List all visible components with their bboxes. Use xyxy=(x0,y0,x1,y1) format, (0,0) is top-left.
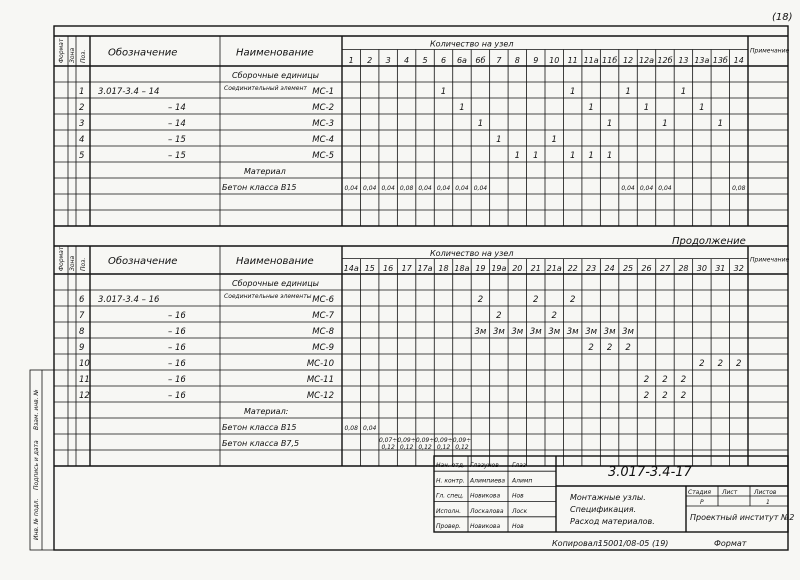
material-quantity-cell: 0,04 xyxy=(621,185,635,192)
node-column-label: 18 xyxy=(438,264,449,273)
material-quantity-cell: 0,09÷ xyxy=(434,437,453,444)
node-column-label: 19 xyxy=(475,264,486,273)
quantity-cell: 2 xyxy=(699,359,705,369)
quantity-cell: 2 xyxy=(533,295,539,305)
name-cell: МС-2 xyxy=(312,103,334,113)
quantity-cell: 1 xyxy=(569,87,576,97)
designation-cell: – 16 xyxy=(168,327,186,337)
material-quantity-cell: 0,04 xyxy=(658,185,672,192)
signer-name: Алимпиева xyxy=(470,477,506,485)
quantity-cell: 1 xyxy=(496,135,502,145)
title-line: Расход материалов. xyxy=(570,517,655,526)
section-assemblies: Сборочные единицы xyxy=(232,279,319,288)
material-quantity-cell: 0,12 xyxy=(436,444,451,451)
material-quantity-cell: 0,04 xyxy=(363,425,377,432)
signer-name: Новикова xyxy=(470,492,501,500)
name-cell: МС-12 xyxy=(306,391,334,401)
name-cell: МС-8 xyxy=(312,327,334,337)
node-column-label: 14а xyxy=(343,264,359,273)
copy-value: 15001/08-05 xyxy=(598,539,650,548)
name-subtitle: Соединительный элемент xyxy=(224,85,307,92)
node-column-label: 12а xyxy=(638,56,655,65)
node-column-label: 9 xyxy=(533,56,539,65)
copy-circled-number: (19) xyxy=(652,539,669,548)
node-column-label: 11 xyxy=(567,56,578,65)
material-name: Бетон класса В7,5 xyxy=(222,439,300,448)
node-column-label: 6а xyxy=(456,56,467,65)
section-material: Материал: xyxy=(244,407,289,416)
node-column-label: 15 xyxy=(364,264,375,273)
node-column-label: 11а xyxy=(583,56,599,65)
name-cell: МС-4 xyxy=(312,135,334,145)
side-strip-label-2: Подпись и дата xyxy=(33,440,40,490)
signer-name: Лоскалова xyxy=(470,507,504,515)
node-column-label: 12 xyxy=(622,56,634,65)
name-cell: МС-6 xyxy=(312,295,334,305)
quantity-cell: 3м xyxy=(492,327,505,337)
designation-header: Обозначение xyxy=(108,256,178,268)
signer-role: Исполн. xyxy=(436,507,462,515)
node-column-label: 27 xyxy=(659,264,671,273)
quantity-cell: 2 xyxy=(643,391,650,401)
position-number: 11 xyxy=(79,375,90,385)
quantity-cell: 2 xyxy=(680,391,687,401)
quantity-cell: 1 xyxy=(588,103,594,113)
node-column-label: 7 xyxy=(496,56,502,65)
left-header-label: Поз. xyxy=(80,257,87,271)
sheets-label: Листов xyxy=(754,489,777,496)
name-header: Наименование xyxy=(236,47,314,59)
node-column-label: 11б xyxy=(602,56,618,65)
quantity-cell: 1 xyxy=(643,103,650,113)
quantity-cell: 1 xyxy=(459,103,465,113)
note-header: Примечание xyxy=(750,47,790,55)
quantity-cell: 3м xyxy=(603,327,616,337)
material-quantity-cell: 0,08 xyxy=(399,185,414,192)
spec-table-2 xyxy=(54,246,789,466)
organization: Проектный институт №2 xyxy=(690,513,795,522)
quantity-cell: 2 xyxy=(606,343,613,353)
sheet-label: Лист xyxy=(722,489,738,496)
node-column-label: 17 xyxy=(401,264,412,273)
material-quantity-cell: 0,04 xyxy=(418,185,432,192)
quantity-cell: 1 xyxy=(606,151,613,161)
node-column-label: 13а xyxy=(694,56,710,65)
signer-signature: Алимп xyxy=(512,477,533,485)
position-number: 5 xyxy=(79,151,85,161)
node-column-label: 19а xyxy=(491,264,507,273)
node-column-label: 31 xyxy=(715,264,726,273)
quantity-cell: 1 xyxy=(477,119,484,129)
quantity-cell: 1 xyxy=(533,151,539,161)
node-column-label: 12б xyxy=(657,56,673,65)
node-column-label: 4 xyxy=(404,56,410,65)
quantity-cell: 1 xyxy=(625,87,631,97)
quantity-cell: 2 xyxy=(496,311,502,321)
title-line: Спецификация. xyxy=(570,505,637,514)
node-column-label: 3 xyxy=(385,56,391,65)
node-column-label: 1 xyxy=(348,56,354,65)
quantity-cell: 2 xyxy=(717,359,724,369)
left-header-label: Формат xyxy=(58,38,65,63)
section-material: Материал xyxy=(244,167,286,176)
quantity-header: Количество на узел xyxy=(430,248,514,258)
node-column-label: 22 xyxy=(567,264,578,273)
node-column-label: 16 xyxy=(383,264,394,273)
signer-role: Провер. xyxy=(436,523,461,530)
material-quantity-cell: 0,04 xyxy=(639,185,654,192)
quantity-cell: 1 xyxy=(606,119,613,129)
name-subtitle: Соединительные элементы xyxy=(224,293,312,300)
quantity-cell: 1 xyxy=(588,151,594,161)
designation-cell: 3.017-3.4 – 14 xyxy=(98,87,160,97)
name-cell: МС-5 xyxy=(312,151,334,161)
material-quantity-cell: 0,09÷ xyxy=(397,437,416,444)
material-quantity-cell: 0,08 xyxy=(344,425,358,432)
quantity-cell: 2 xyxy=(736,359,742,369)
material-quantity-cell: 0,04 xyxy=(436,185,451,192)
node-column-label: 18а xyxy=(454,264,470,273)
quantity-cell: 1 xyxy=(717,119,724,129)
name-cell: МС-9 xyxy=(312,343,334,353)
section-assemblies: Сборочные единицы xyxy=(232,71,319,80)
stage-value: Р xyxy=(700,499,704,506)
material-quantity-cell: 0,04 xyxy=(381,185,395,192)
quantity-cell: 3м xyxy=(585,327,598,337)
stage-label: Стадия xyxy=(688,489,712,496)
material-quantity-cell: 0,04 xyxy=(473,185,488,192)
page-number: (18) xyxy=(772,12,793,23)
quantity-cell: 1 xyxy=(551,135,557,145)
position-number: 6 xyxy=(79,295,85,305)
note-header: Примечание xyxy=(750,256,790,264)
position-number: 9 xyxy=(79,343,85,353)
material-quantity-cell: 0,12 xyxy=(455,444,469,451)
node-column-label: 25 xyxy=(622,264,634,273)
left-header-label: Зона xyxy=(69,47,76,63)
designation-cell: – 15 xyxy=(168,135,186,145)
node-column-label: 28 xyxy=(678,264,689,273)
material-name: Бетон класса В15 xyxy=(222,423,297,432)
name-cell: МС-11 xyxy=(306,375,334,385)
material-quantity-cell: 0,04 xyxy=(344,185,358,192)
material-name: Бетон класса В15 xyxy=(222,183,297,192)
quantity-cell: 1 xyxy=(514,151,521,161)
signer-signature: Глаз xyxy=(512,462,527,470)
material-quantity-cell: 0,04 xyxy=(455,185,469,192)
quantity-cell: 1 xyxy=(680,87,687,97)
position-number: 10 xyxy=(79,359,90,369)
quantity-cell: 2 xyxy=(588,343,594,353)
signer-signature: Нов xyxy=(512,523,524,530)
designation-cell: – 16 xyxy=(168,375,186,385)
position-number: 7 xyxy=(79,311,85,321)
position-number: 4 xyxy=(79,135,85,145)
designation-cell: – 15 xyxy=(168,151,186,161)
node-column-label: 2 xyxy=(367,56,373,65)
signer-name: Глазунов xyxy=(470,462,499,470)
signer-role: Гл. спец. xyxy=(436,492,464,500)
designation-cell: – 16 xyxy=(168,311,186,321)
designation-cell: – 14 xyxy=(168,119,186,129)
node-column-label: 30 xyxy=(696,264,707,273)
designation-cell: – 16 xyxy=(168,343,186,353)
signer-signature: Лоск xyxy=(512,507,528,515)
quantity-cell: 1 xyxy=(699,103,705,113)
designation-cell: – 14 xyxy=(168,103,186,113)
material-quantity-cell: 0,04 xyxy=(363,185,377,192)
designation-cell: – 16 xyxy=(168,359,186,369)
position-number: 3 xyxy=(79,119,85,129)
node-column-label: 6б xyxy=(475,56,486,65)
position-number: 12 xyxy=(79,391,90,401)
node-column-label: 8 xyxy=(514,56,520,65)
signer-role: Н. контр. xyxy=(436,477,465,485)
doc-number: 3.017-3.4-17 xyxy=(608,465,692,480)
side-strip-label-1: Инв. № подл. xyxy=(33,498,40,540)
position-number: 8 xyxy=(79,327,85,337)
node-column-label: 26 xyxy=(641,264,652,273)
quantity-cell: 3м xyxy=(511,327,524,337)
quantity-header: Количество на узел xyxy=(430,39,514,49)
quantity-cell: 2 xyxy=(551,311,557,321)
node-column-label: 32 xyxy=(733,264,744,273)
material-quantity-cell: 0,09÷ xyxy=(452,437,472,444)
quantity-cell: 3м xyxy=(622,327,634,337)
material-quantity-cell: 0,12 xyxy=(381,444,395,451)
node-column-label: 20 xyxy=(512,264,523,273)
quantity-cell: 1 xyxy=(440,87,447,97)
title-line: Монтажные узлы. xyxy=(570,493,646,502)
node-column-label: 13б xyxy=(712,56,728,65)
node-column-label: 24 xyxy=(604,264,615,273)
quantity-cell: 3м xyxy=(474,327,487,337)
node-column-label: 23 xyxy=(586,264,597,273)
node-column-label: 13 xyxy=(678,56,689,65)
name-cell: МС-1 xyxy=(312,87,334,97)
node-column-label: 14 xyxy=(733,56,744,65)
name-cell: МС-3 xyxy=(312,119,334,129)
quantity-cell: 2 xyxy=(643,375,650,385)
quantity-cell: 3м xyxy=(548,327,561,337)
signer-name: Новикова xyxy=(470,523,501,530)
left-header-label: Зона xyxy=(69,255,76,271)
quantity-cell: 2 xyxy=(477,295,484,305)
material-quantity-cell: 0,12 xyxy=(418,444,432,451)
name-cell: МС-10 xyxy=(306,359,334,369)
copy-label: Копировал: xyxy=(552,539,601,548)
continuation-label: Продолжение xyxy=(672,236,746,247)
title-block xyxy=(434,456,794,532)
quantity-cell: 2 xyxy=(662,375,668,385)
signer-role: Нач. отд. xyxy=(436,462,465,470)
quantity-cell: 2 xyxy=(680,375,687,385)
material-quantity-cell: 0,09÷ xyxy=(415,437,435,444)
node-column-label: 6 xyxy=(440,56,447,65)
node-column-label: 21а xyxy=(546,264,562,273)
left-header-label: Поз. xyxy=(80,49,87,63)
node-column-label: 21 xyxy=(530,264,541,273)
left-header-label: Формат xyxy=(58,246,65,271)
material-quantity-cell: 0,12 xyxy=(399,444,414,451)
sheets-value: 1 xyxy=(766,499,770,506)
spec-table-1 xyxy=(54,36,789,226)
side-strip xyxy=(30,370,54,550)
position-number: 2 xyxy=(79,103,85,113)
side-strip-label-3: Взам. инв. № xyxy=(33,389,40,430)
designation-cell: 3.017-3.4 – 16 xyxy=(98,295,160,305)
name-header: Наименование xyxy=(236,256,314,268)
quantity-cell: 2 xyxy=(662,391,668,401)
quantity-cell: 2 xyxy=(569,295,576,305)
quantity-cell: 1 xyxy=(662,119,668,129)
node-column-label: 5 xyxy=(422,56,428,65)
material-quantity-cell: 0,07÷ xyxy=(378,437,398,444)
format-label: Формат xyxy=(714,539,747,548)
name-cell: МС-7 xyxy=(312,311,334,321)
designation-header: Обозначение xyxy=(108,47,178,59)
position-number: 1 xyxy=(79,87,85,97)
node-column-label: 10 xyxy=(549,56,560,65)
designation-cell: – 16 xyxy=(168,391,186,401)
quantity-cell: 3м xyxy=(529,327,542,337)
quantity-cell: 3м xyxy=(566,327,579,337)
quantity-cell: 1 xyxy=(569,151,576,161)
node-column-label: 17а xyxy=(417,264,433,273)
material-quantity-cell: 0,08 xyxy=(732,185,746,192)
quantity-cell: 2 xyxy=(625,343,631,353)
signer-signature: Нов xyxy=(512,492,524,500)
